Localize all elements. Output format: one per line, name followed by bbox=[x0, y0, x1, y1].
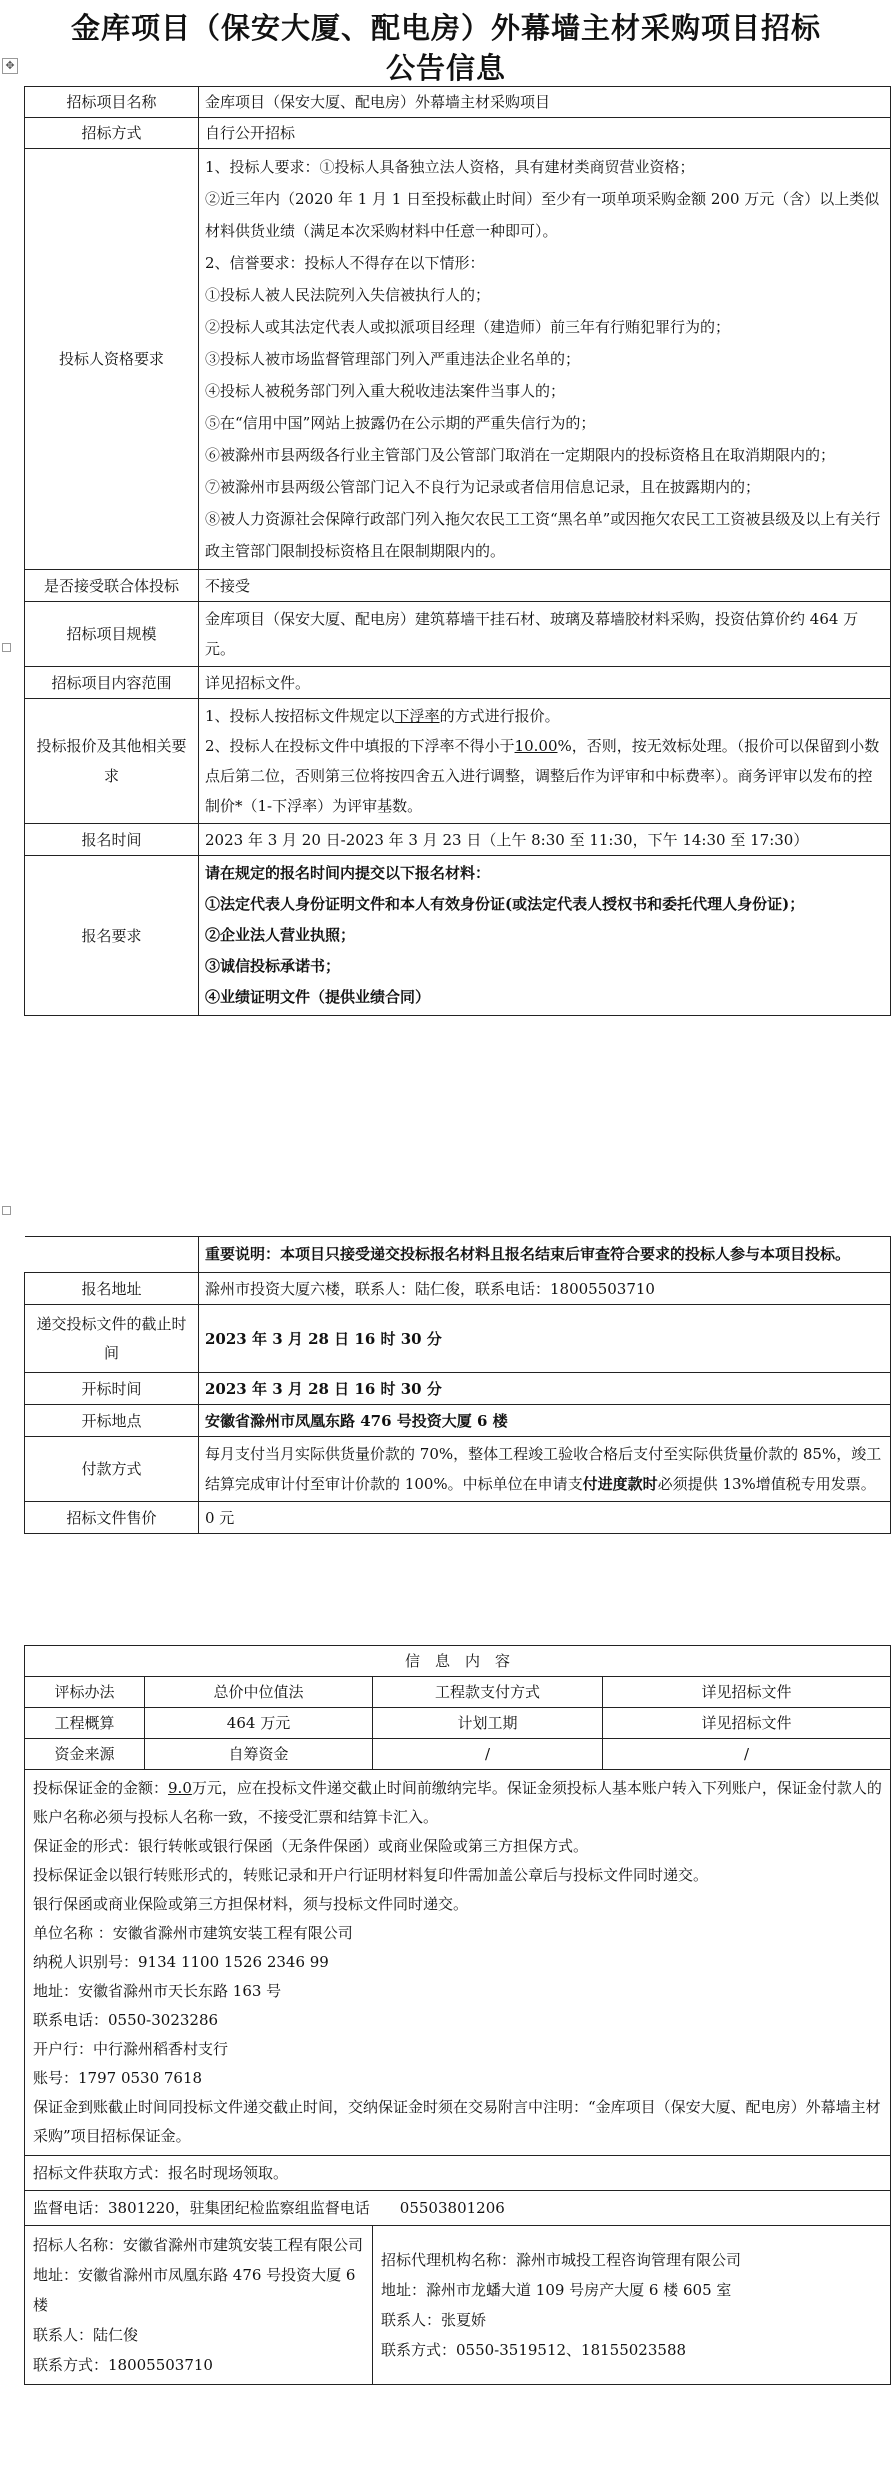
deposit-line: 纳税人识别号：9134 1100 1526 2346 99 bbox=[33, 1953, 329, 1971]
supervision-phone: 监督电话：3801220，驻集团纪检监察组监督电话 05503801206 bbox=[25, 2191, 891, 2226]
regreq-line: ③诚信投标承诺书； bbox=[205, 957, 341, 975]
info-content-table bbox=[24, 1645, 891, 2385]
info-cell: 总价中位值法 bbox=[145, 1677, 373, 1708]
qual-line: ④投标人被税务部门列入重大税收违法案件当事人的； bbox=[205, 382, 566, 400]
tenderer-line: 联系人：陆仁俊 bbox=[33, 2326, 139, 2344]
project-name-value: 金库项目（保安大厦、配电房）外幕墙主材采购项目 bbox=[199, 87, 891, 118]
opening-time-value: 2023 年 3 月 28 日 16 时 30 分 bbox=[199, 1373, 891, 1405]
opening-place-label: 开标地点 bbox=[25, 1405, 199, 1437]
document-obtain-method: 招标文件获取方式：报名时现场领取。 bbox=[25, 2156, 891, 2191]
info-cell: 464 万元 bbox=[145, 1708, 373, 1739]
registration-time-value: 2023 年 3 月 20 日-2023 年 3 月 23 日（上午 8:30 至 11:30，下午 14:30 至 17:30） bbox=[199, 824, 891, 856]
registration-requirements-value bbox=[199, 856, 891, 1016]
tender-method-label: 招标方式 bbox=[25, 118, 199, 149]
info-cell: 评标办法 bbox=[25, 1677, 145, 1708]
registration-time-label: 报名时间 bbox=[25, 824, 199, 856]
document-price-label: 招标文件售价 bbox=[25, 1502, 199, 1534]
info-cell: 详见招标文件 bbox=[603, 1708, 891, 1739]
opening-place-value: 安徽省滁州市凤凰东路 476 号投资大厦 6 楼 bbox=[199, 1405, 891, 1437]
quote-requirements-value bbox=[199, 699, 891, 824]
deposit-line: 联系电话：0550-3023286 bbox=[33, 2011, 219, 2029]
opening-time-label: 开标时间 bbox=[25, 1373, 199, 1405]
tender-info-table bbox=[24, 86, 891, 1016]
quote-text: 1、投标人按招标文件规定以 bbox=[205, 707, 395, 725]
project-scale-label: 招标项目规模 bbox=[25, 602, 199, 667]
regreq-line: ②企业法人营业执照； bbox=[205, 926, 356, 944]
deposit-line: 投标保证金以银行转账形式的，转账记录和开户行证明材料复印件需加盖公章后与投标文件同时递交。 bbox=[33, 1866, 709, 1884]
project-name-label: 招标项目名称 bbox=[25, 87, 199, 118]
registration-address-value: 滁州市投资大厦六楼，联系人：陆仁俊，联系电话：18005503710 bbox=[199, 1273, 891, 1305]
payment-method-label: 付款方式 bbox=[25, 1437, 199, 1502]
qual-line: ⑧被人力资源社会保障行政部门列入拖欠农民工工资“黑名单”或因拖欠农民工工资被县级及以上有关行政主管部门限制投标资格且在限制期限内的。 bbox=[205, 510, 881, 560]
qual-line: ③投标人被市场监督管理部门列入严重违法企业名单的； bbox=[205, 350, 581, 368]
qual-line: ②投标人或其法定代表人或拟派项目经理（建造师）前三年有行贿犯罪行为的； bbox=[205, 318, 731, 336]
qual-line: 1、投标人要求：①投标人具备独立法人资格，具有建材类商贸营业资格； bbox=[205, 158, 695, 176]
scope-label: 招标项目内容范围 bbox=[25, 667, 199, 699]
scope-value: 详见招标文件。 bbox=[199, 667, 891, 699]
title-line-1: 金库项目（保安大厦、配电房）外幕墙主材采购项目招标 bbox=[70, 11, 821, 45]
registration-address-label: 报名地址 bbox=[25, 1273, 199, 1305]
info-cell: 计划工期 bbox=[373, 1708, 603, 1739]
deposit-line: 单位名称 ：安徽省滁州市建筑安装工程有限公司 bbox=[33, 1924, 353, 1942]
info-content-header: 信 息 内 容 bbox=[25, 1646, 891, 1677]
table-resize-handle-icon[interactable] bbox=[2, 1206, 11, 1215]
regreq-line: ④业绩证明文件（提供业绩合同） bbox=[205, 988, 431, 1006]
qual-line: 2、信誉要求：投标人不得存在以下情形： bbox=[205, 254, 485, 272]
document-title bbox=[0, 8, 892, 88]
agency-line: 招标代理机构名称：滁州市城投工程咨询管理有限公司 bbox=[381, 2251, 742, 2269]
tenderer-line: 地址：安徽省滁州市凤凰东路 476 号投资大厦 6 楼 bbox=[33, 2266, 356, 2314]
info-cell: / bbox=[603, 1739, 891, 1770]
deposit-line: 保证金的形式：银行转帐或银行保函（无条件保函）或商业保险或第三方担保方式。 bbox=[33, 1837, 589, 1855]
deposit-line: 账号：1797 0530 7618 bbox=[33, 2069, 203, 2087]
qual-line: ⑤在“信用中国”网站上披露仍在公示期的严重失信行为的； bbox=[205, 414, 596, 432]
regreq-line: 请在规定的报名时间内提交以下报名材料： bbox=[205, 864, 491, 882]
agency-contact bbox=[373, 2226, 891, 2385]
min-discount-underlined: 10.00 bbox=[514, 737, 558, 755]
registration-requirements-label: 报名要求 bbox=[25, 856, 199, 1016]
tenderer-contact bbox=[25, 2226, 373, 2385]
consortium-value: 不接受 bbox=[199, 570, 891, 602]
quote-text: 2、投标人在投标文件中填报的下浮率不得小于 bbox=[205, 737, 515, 755]
qual-line: ⑦被滁州市县两级公管部门记入不良行为记录或者信用信息记录，且在披露期内的； bbox=[205, 478, 761, 496]
agency-line: 地址：滁州市龙蟠大道 109 号房产大厦 6 楼 605 室 bbox=[381, 2281, 732, 2299]
table-move-handle-icon[interactable]: ✥ bbox=[2, 58, 18, 74]
payment-method-value bbox=[199, 1437, 891, 1502]
agency-line: 联系人：张夏娇 bbox=[381, 2311, 487, 2329]
qual-line: ②近三年内（2020 年 1 月 1 日至投标截止时间）至少有一项单项采购金额 200 万元（含）以上类似材料供货业绩（满足本次采购材料中任意一种即可）。 bbox=[205, 190, 880, 240]
document-price-value: 0 元 bbox=[199, 1502, 891, 1534]
tender-method-value: 自行公开招标 bbox=[199, 118, 891, 149]
quote-requirements-label: 投标报价及其他相关要求 bbox=[25, 699, 199, 824]
submission-deadline-value: 2023 年 3 月 28 日 16 时 30 分 bbox=[199, 1305, 891, 1373]
quote-method-underlined: 下浮率 bbox=[394, 707, 440, 725]
payment-text: 每月支付当月实际供货量价款的 70%，整体工程竣工验收合格后支付至实际供货量价款的 85%，竣工结算完成审计付至审计价款的 100%。中标单位在申请支 bbox=[205, 1445, 882, 1493]
deposit-text: 投标保证金的金额： bbox=[33, 1779, 169, 1797]
info-cell: 资金来源 bbox=[25, 1739, 145, 1770]
deposit-section bbox=[25, 1770, 891, 2156]
quote-text: %，否则，按无效标处理。（报价可以保留到小数点后第二位，否则第三位将按四舍五入进行调整，调整后作为评审和中标费率）。商务评审以发布的控制价*（1-下浮率）为评审基数。 bbox=[205, 737, 880, 815]
deposit-line: 地址：安徽省滁州市天长东路 163 号 bbox=[33, 1982, 282, 2000]
qual-line: ⑥被滁州市县两级各行业主管部门及公管部门取消在一定期限内的投标资格且在取消期限内的； bbox=[205, 446, 836, 464]
quote-text: 的方式进行报价。 bbox=[439, 707, 560, 725]
info-cell: 工程概算 bbox=[25, 1708, 145, 1739]
consortium-label: 是否接受联合体投标 bbox=[25, 570, 199, 602]
qualification-value bbox=[199, 149, 891, 570]
tender-schedule-table bbox=[24, 1236, 891, 1534]
info-cell: 自筹资金 bbox=[145, 1739, 373, 1770]
table-resize-handle-icon[interactable] bbox=[2, 643, 11, 652]
agency-line: 联系方式：0550-3519512、18155023588 bbox=[381, 2341, 687, 2359]
payment-text: 必须提供 13%增值税专用发票。 bbox=[657, 1475, 876, 1493]
tenderer-line: 招标人名称：安徽省滁州市建筑安装工程有限公司 bbox=[33, 2236, 364, 2254]
info-cell: 工程款支付方式 bbox=[373, 1677, 603, 1708]
qualification-label: 投标人资格要求 bbox=[25, 149, 199, 570]
deposit-line: 银行保函或商业保险或第三方担保材料，须与投标文件同时递交。 bbox=[33, 1895, 469, 1913]
project-scale-value: 金库项目（保安大厦、配电房）建筑幕墙干挂石材、玻璃及幕墙胶材料采购，投资估算价约 464 万元。 bbox=[199, 602, 891, 667]
tenderer-line: 联系方式：18005503710 bbox=[33, 2356, 213, 2374]
deposit-amount-underlined: 9.0 bbox=[168, 1779, 192, 1797]
info-cell: 详见招标文件 bbox=[603, 1677, 891, 1708]
title-line-2: 公告信息 bbox=[385, 51, 506, 85]
info-cell: / bbox=[373, 1739, 603, 1770]
qual-line: ①投标人被人民法院列入失信被执行人的； bbox=[205, 286, 491, 304]
submission-deadline-label: 递交投标文件的截止时间 bbox=[25, 1305, 199, 1373]
regreq-line: ①法定代表人身份证明文件和本人有效身份证(或法定代表人授权书和委托代理人身份证)； bbox=[205, 895, 805, 913]
important-notice: 重要说明：本项目只接受递交投标报名材料且报名结束后审查符合要求的投标人参与本项目投标。 bbox=[199, 1237, 891, 1273]
deposit-line: 保证金到账截止时间同投标文件递交截止时间，交纳保证金时须在交易附言中注明：“金库项目（保安大厦、配电房）外幕墙主材采购”项目招标保证金。 bbox=[33, 2098, 881, 2145]
deposit-line: 开户行：中行滁州稻香村支行 bbox=[33, 2040, 229, 2058]
payment-text-bold: 付进度款时 bbox=[582, 1475, 658, 1493]
deposit-text: 万元，应在投标文件递交截止时间前缴纳完毕。保证金须投标人基本账户转入下列账户，保证金付款人的账户名称必须与投标人名称一致，不接受汇票和结算卡汇入。 bbox=[33, 1779, 882, 1826]
